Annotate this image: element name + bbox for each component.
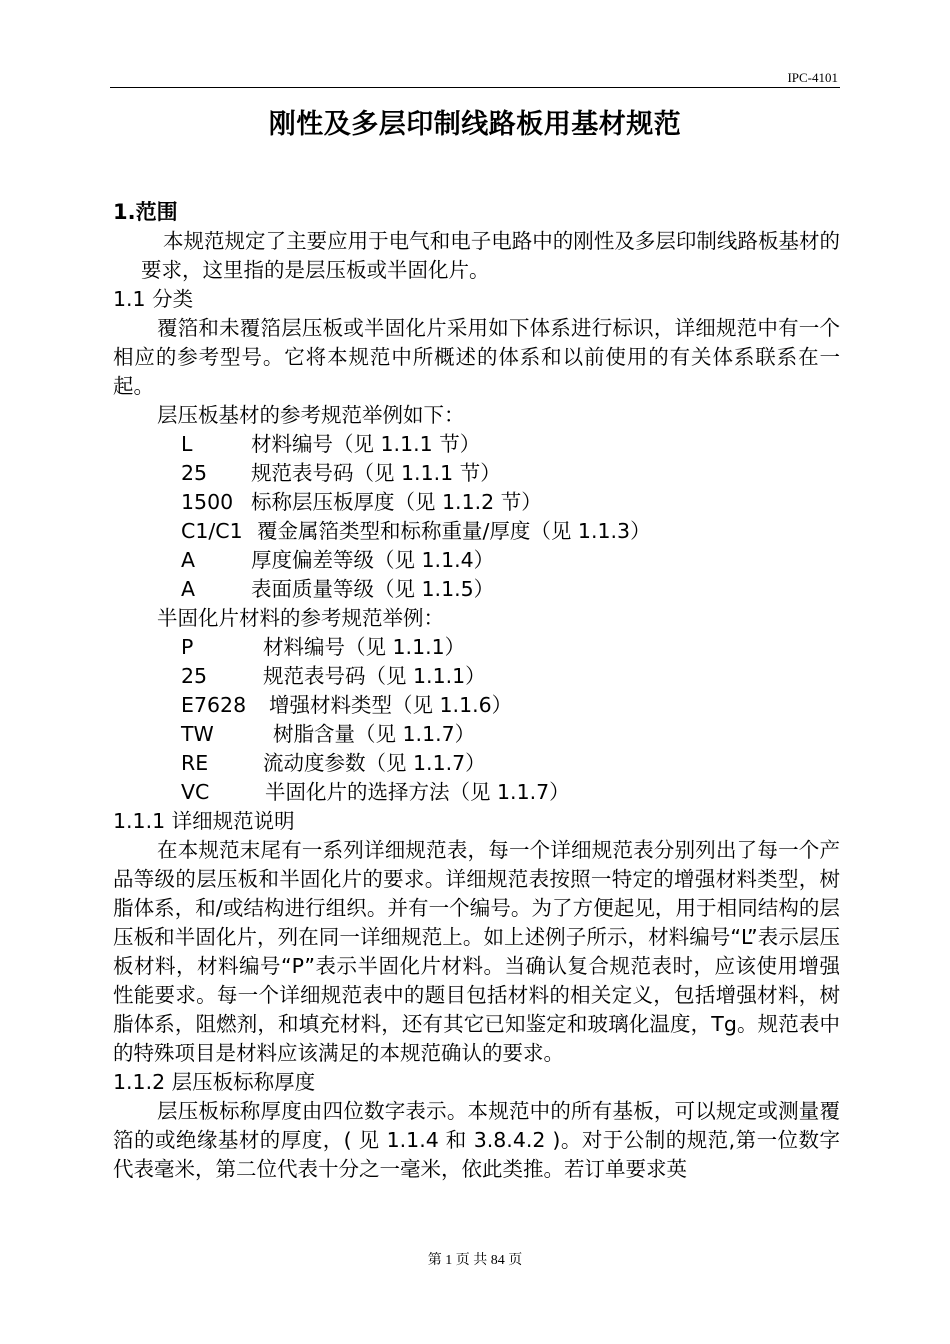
- prepreg-row: [113, 778, 840, 807]
- laminate-example-list: [113, 430, 840, 604]
- prepreg-code: P: [181, 635, 194, 659]
- laminate-code: A: [181, 577, 196, 601]
- laminate-desc: 标称层压板厚度（见 1.1.2 节）: [251, 490, 542, 514]
- prepreg-desc: 增强材料类型（见 1.1.6）: [269, 693, 513, 717]
- laminate-row: [113, 430, 840, 459]
- laminate-desc: 表面质量等级（见 1.1.5）: [251, 577, 495, 601]
- prepreg-desc: 流动度参数（见 1.1.7）: [263, 751, 486, 775]
- document-body: [113, 198, 840, 1184]
- laminate-desc: 规范表号码（见 1.1.1 节）: [251, 461, 501, 485]
- nominal-thickness-paragraph: 层压板标称厚度由四位数字表示。本规范中的所有基板，可以规定或测量覆箔的或绝缘基材的厚度，( 见 1.1.4 和 3.8.4.2 )。对于公制的规范,第一位数字代表毫米，第二位代表十分之一毫米，依此类推。若订单要求英: [113, 1099, 840, 1181]
- scope-paragraph: 本规范规定了主要应用于电气和电子电路中的刚性及多层印制线路板基材的要求，这里指的是层压板或半固化片。: [141, 229, 840, 282]
- prepreg-code: 25: [181, 664, 208, 688]
- laminate-row: [113, 546, 840, 575]
- laminate-row: [113, 517, 840, 546]
- prepreg-desc: 规范表号码（见 1.1.1）: [263, 664, 486, 688]
- laminate-desc: 材料编号（见 1.1.1 节）: [251, 432, 481, 456]
- prepreg-row: [113, 720, 840, 749]
- prepreg-row: [113, 691, 840, 720]
- document-code: IPC-4101: [787, 70, 838, 85]
- section-heading-scope: 1.范围: [113, 200, 178, 224]
- prepreg-code: TW: [181, 722, 214, 746]
- laminate-code: A: [181, 548, 196, 572]
- prepreg-row: [113, 749, 840, 778]
- prepreg-row: [113, 662, 840, 691]
- subsection-heading-detail-spec: 1.1.1 详细规范说明: [113, 809, 295, 833]
- laminate-example-intro: 层压板基材的参考规范举例如下：: [157, 403, 465, 427]
- page-footer: 第 1 页 共 84 页: [427, 1253, 523, 1268]
- page-title: 刚性及多层印制线路板用基材规范: [268, 109, 682, 140]
- prepreg-example-intro: 半固化片材料的参考规范举例：: [157, 606, 444, 630]
- prepreg-desc: 半固化片的选择方法（见 1.1.7）: [265, 780, 570, 804]
- laminate-row: [113, 575, 840, 604]
- laminate-code: 25: [181, 461, 208, 485]
- laminate-row: [113, 459, 840, 488]
- prepreg-desc: 材料编号（见 1.1.1）: [263, 635, 466, 659]
- laminate-code: C1/C1: [181, 519, 243, 543]
- prepreg-desc: 树脂含量（见 1.1.7）: [273, 722, 476, 746]
- prepreg-code: RE: [181, 751, 209, 775]
- subsection-heading-nominal-thickness: 1.1.2 层压板标称厚度: [113, 1070, 316, 1094]
- subsection-heading-classification: 1.1 分类: [113, 287, 194, 311]
- laminate-desc: 覆金属箔类型和标称重量/厚度（见 1.1.3）: [257, 519, 651, 543]
- prepreg-code: VC: [181, 780, 210, 804]
- classification-paragraph: 覆箔和未覆箔层压板或半固化片采用如下体系进行标识，详细规范中有一个相应的参考型号。它将本规范中所概述的体系和以前使用的有关体系联系在一起。: [113, 316, 840, 398]
- prepreg-row: [113, 633, 840, 662]
- laminate-row: [113, 488, 840, 517]
- header-rule: [110, 87, 840, 88]
- detail-spec-paragraph: 在本规范末尾有一系列详细规范表，每一个详细规范表分别列出了每一个产品等级的层压板和半固化片的要求。详细规范表按照一特定的增强材料类型，树脂体系，和/或结构进行组织。并有一个编号。为了方便起见，用于相同结构的层压板和半固化片，列在同一详细规范上。如上述例子所示，材料编号“L”表示层压板材料，材料编号“P”表示半固化片材料。当确认复合规范表时，应该使用增强性能要求。每一个详细规范表中的题目包括材料的相关定义，包括增强材料，树脂体系，阻燃剂，和填充材料，还有其它已知鉴定和玻璃化温度，Tg。规范表中的特殊项目是材料应该满足的本规范确认的要求。: [113, 838, 840, 1065]
- laminate-code: 1500: [181, 490, 234, 514]
- laminate-code: L: [181, 432, 193, 456]
- laminate-desc: 厚度偏差等级（见 1.1.4）: [251, 548, 495, 572]
- prepreg-code: E7628: [181, 693, 247, 717]
- prepreg-example-list: [113, 633, 840, 807]
